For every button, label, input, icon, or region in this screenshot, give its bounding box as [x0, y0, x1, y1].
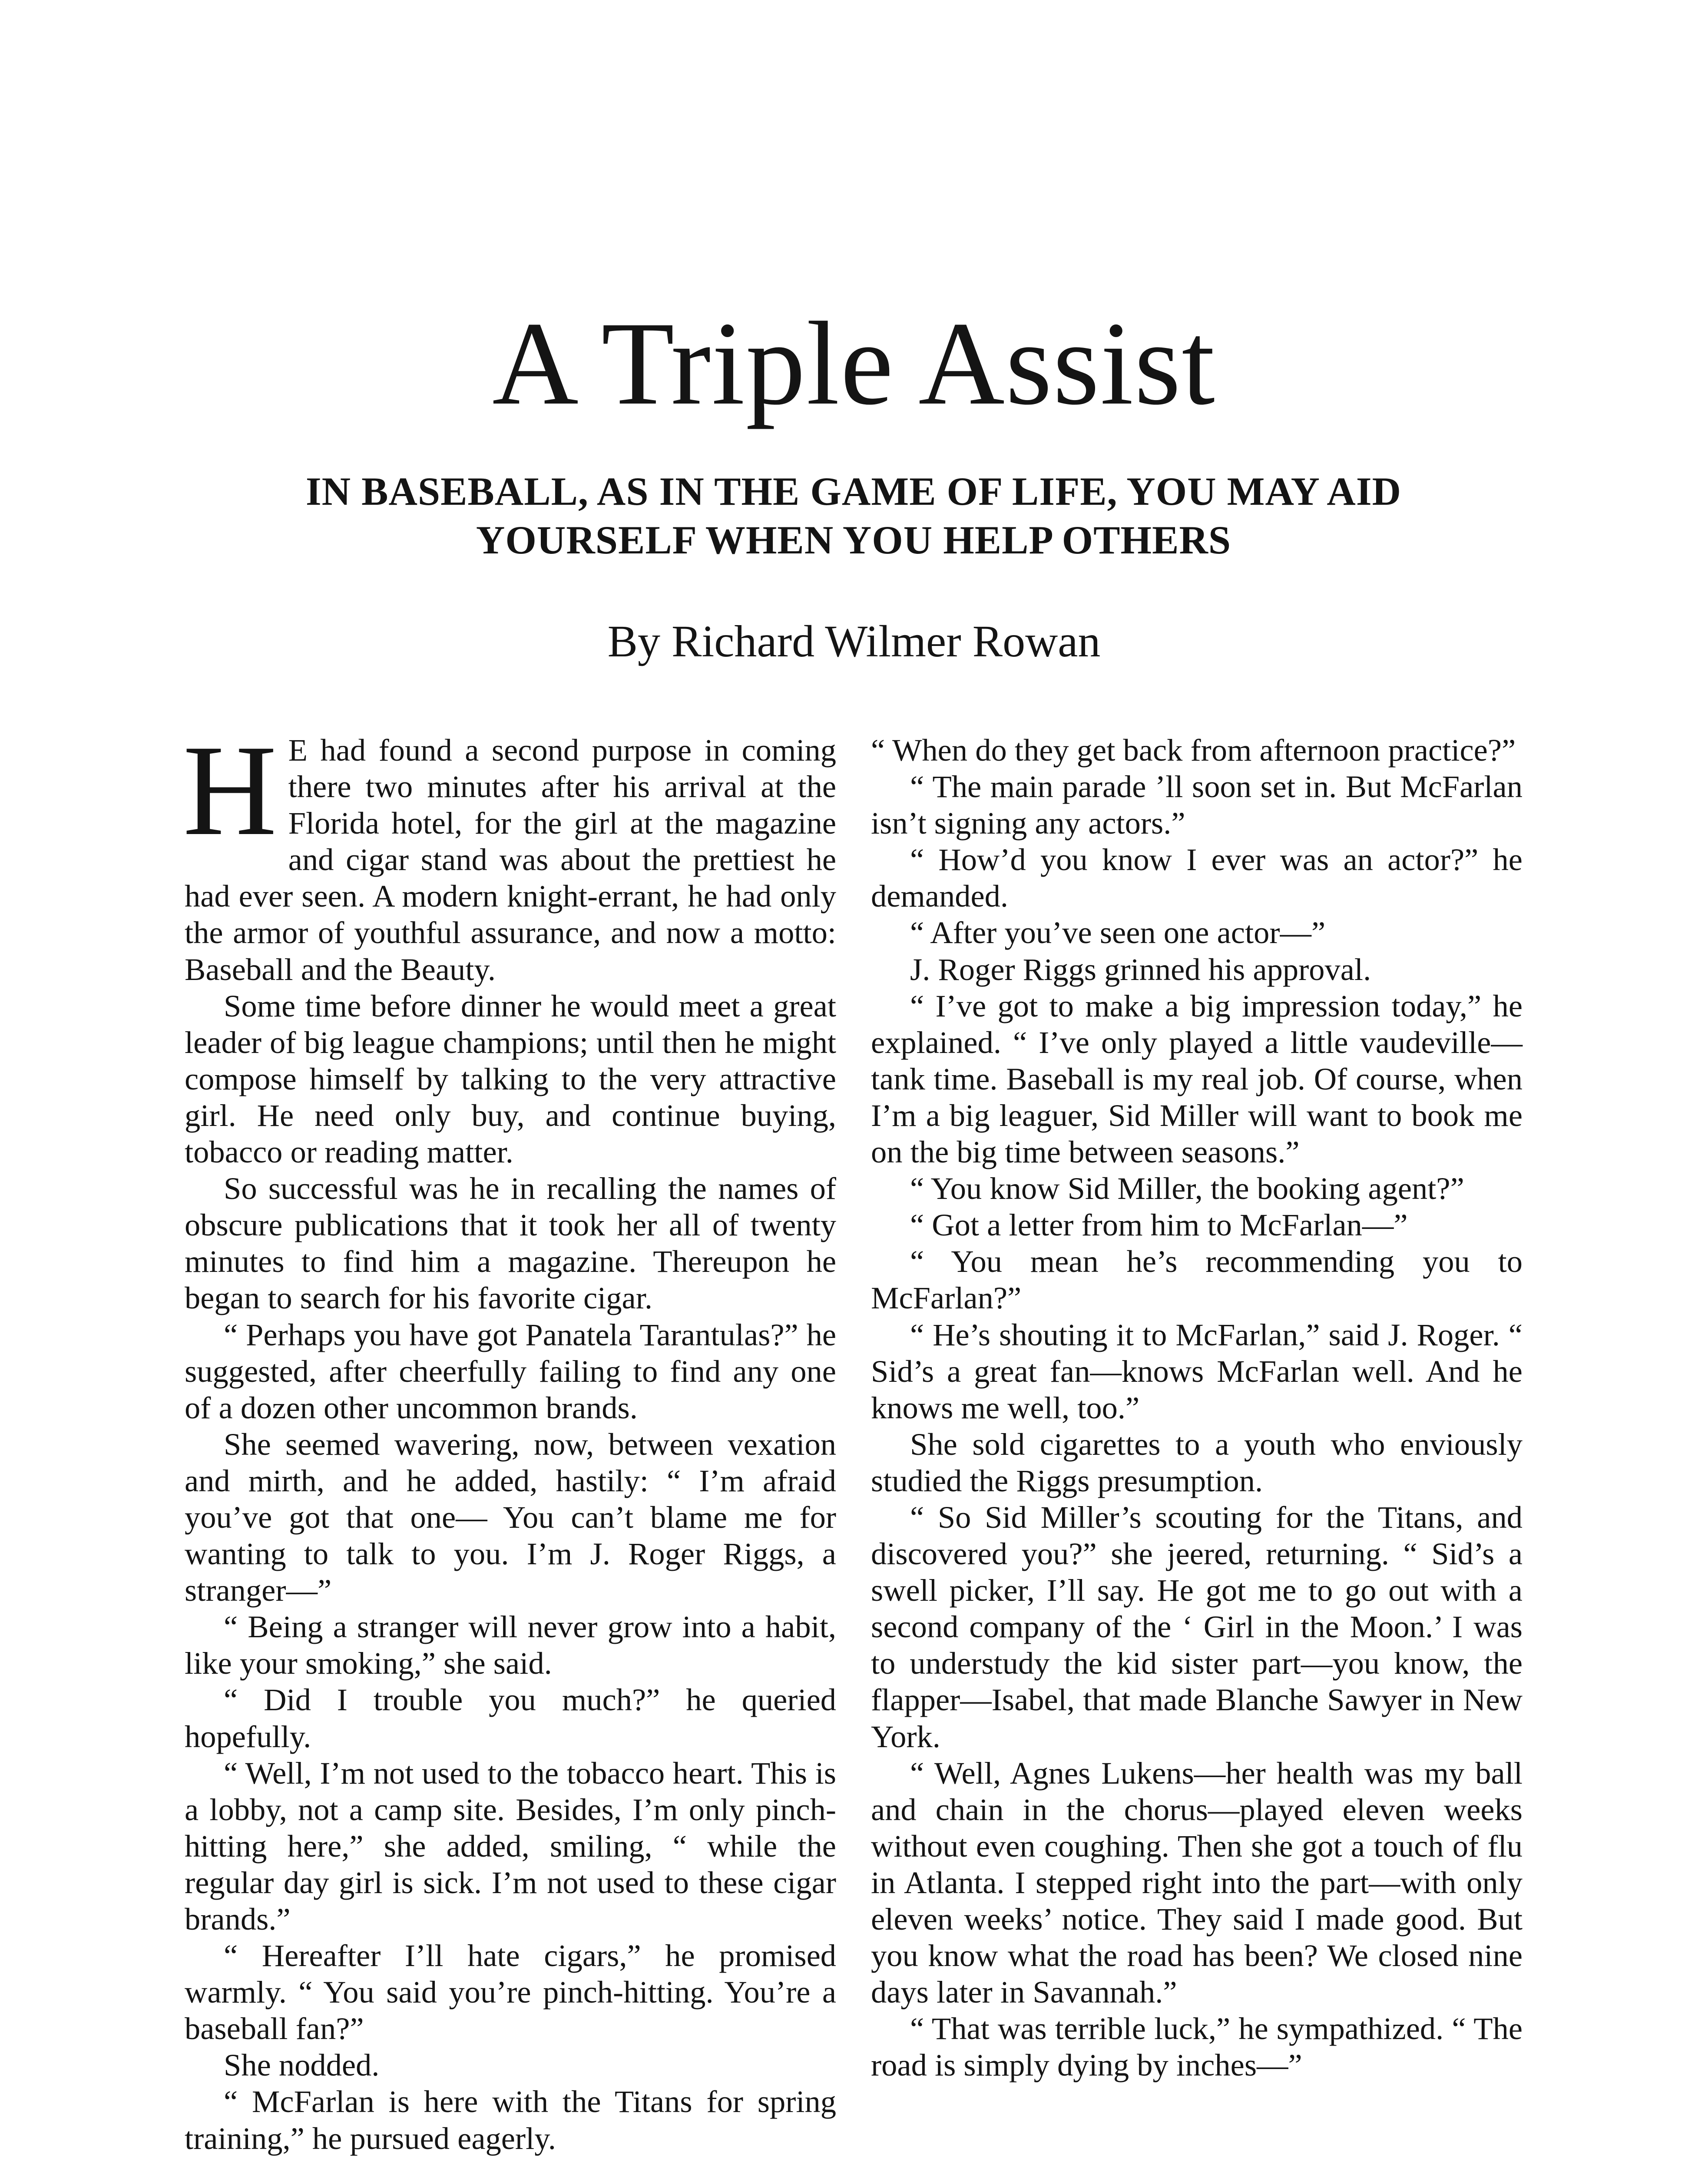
paragraph: Some time before dinner he would meet a great leader of big league champions; until then he might compose himself by talking to the very attractive girl. He need only buy, and continue buying, tobacco or reading matter.	[185, 988, 836, 1170]
paragraph: “ That was terrible luck,” he sympathized. “ The road is simply dying by inches—”	[871, 2011, 1523, 2083]
paragraph: “ McFarlan is here with the Titans for spring training,” he pursued eagerly.	[185, 2084, 836, 2156]
paragraph: “ After you’ve seen one actor—”	[910, 915, 1326, 950]
paragraph: She sold cigarettes to a youth who enviously studied the Riggs presumption.	[871, 1426, 1523, 1498]
right-column	[871, 732, 1523, 2083]
paragraph: “ He’s shouting it to McFarlan,” said J. Roger. “ Sid’s a great fan—knows McFarlan well. And he knows me well, too.”	[871, 1317, 1523, 1425]
paragraph: “ I’ve got to make a big impression today,” he explained. “ I’ve only played a little vaudeville—tank time. Baseball is my real job. Of course, when I’m a big leaguer, Sid Miller will want to book me on the big time between seasons.”	[871, 988, 1523, 1170]
paragraph: J. Roger Riggs grinned his approval.	[910, 951, 1371, 987]
paragraph-text: E had found a second purpose in coming there two minutes after his arrival at the Florida hotel, for the girl at the magazine and cigar stand was about the prettiest he had ever seen. A modern knight-errant, he had only the armor of youthful assurance, and now a motto: Baseball and the Beauty.	[185, 732, 836, 987]
article-subtitle	[187, 467, 1520, 564]
paragraph: “ Being a stranger will never grow into a habit, like your smoking,” she said.	[185, 1609, 836, 1681]
paragraph: “ So Sid Miller’s scouting for the Titans, and discovered you?” she jeered, returning. “ Sid’s a swell picker, I’ll say. He got me to go out with a second company of the ‘ Girl in the Moon.’ I was to understudy the kid sister part—you know, the flapper—Isabel, that made Blanche Sawyer in New York.	[871, 1499, 1523, 1754]
paragraph: “ The main parade ’ll soon set in. But McFarlan isn’t signing any actors.”	[871, 769, 1523, 841]
paragraph: “ Did I trouble you much?” he queried hopefully.	[185, 1682, 836, 1754]
subtitle-line-2: YOURSELF WHEN YOU HELP OTHERS	[476, 518, 1231, 562]
paragraph	[183, 718, 836, 988]
paragraph: She seemed wavering, now, between vexation and mirth, and he added, hastily: “ I’m afraid you’ve got that one— You can’t blame me for wanting to talk to you. I’m J. Roger Riggs, a stranger—”	[185, 1426, 836, 1608]
byline: By Richard Wilmer Rowan	[607, 616, 1101, 666]
drop-cap: H	[183, 718, 277, 862]
subtitle-line-1: IN BASEBALL, AS IN THE GAME OF LIFE, YOU MAY AID	[305, 469, 1402, 513]
paragraph: “ Well, I’m not used to the tobacco heart. This is a lobby, not a camp site. Besides, I’m only pinch-hitting here,” she added, smiling, “ while the regular day girl is sick. I’m not used to these cigar brands.”	[185, 1755, 836, 1937]
paragraph: “ Got a letter from him to McFarlan—”	[910, 1207, 1408, 1243]
article-title: A Triple Assist	[492, 298, 1216, 430]
left-column	[183, 718, 836, 2157]
paragraph: “ When do they get back from afternoon practice?”	[871, 732, 1516, 768]
paragraph: “ How’d you know I ever was an actor?” he demanded.	[871, 842, 1523, 914]
paragraph: She nodded.	[224, 2047, 380, 2083]
paragraph: “ You know Sid Miller, the booking agent?”	[910, 1171, 1464, 1206]
paragraph: So successful was he in recalling the names of obscure publications that it took her all of twenty minutes to find him a magazine. Thereupon he began to search for his favorite cigar.	[185, 1171, 836, 1316]
paragraph: “ You mean he’s recommending you to McFarlan?”	[871, 1244, 1523, 1316]
paragraph: “ Perhaps you have got Panatela Tarantulas?” he suggested, after cheerfully failing to find any one of a dozen other uncommon brands.	[185, 1317, 836, 1425]
paragraph: “ Well, Agnes Lukens—her health was my ball and chain in the chorus—played eleven weeks without even coughing. Then she got a touch of flu in Atlanta. I stepped right into the part—with only eleven weeks’ notice. They said I made good. But you know what the road has been? We closed nine days later in Savannah.”	[871, 1755, 1523, 2010]
paragraph: “ Hereafter I’ll hate cigars,” he promised warmly. “ You said you’re pinch-hitting. You’re a baseball fan?”	[185, 1938, 836, 2046]
